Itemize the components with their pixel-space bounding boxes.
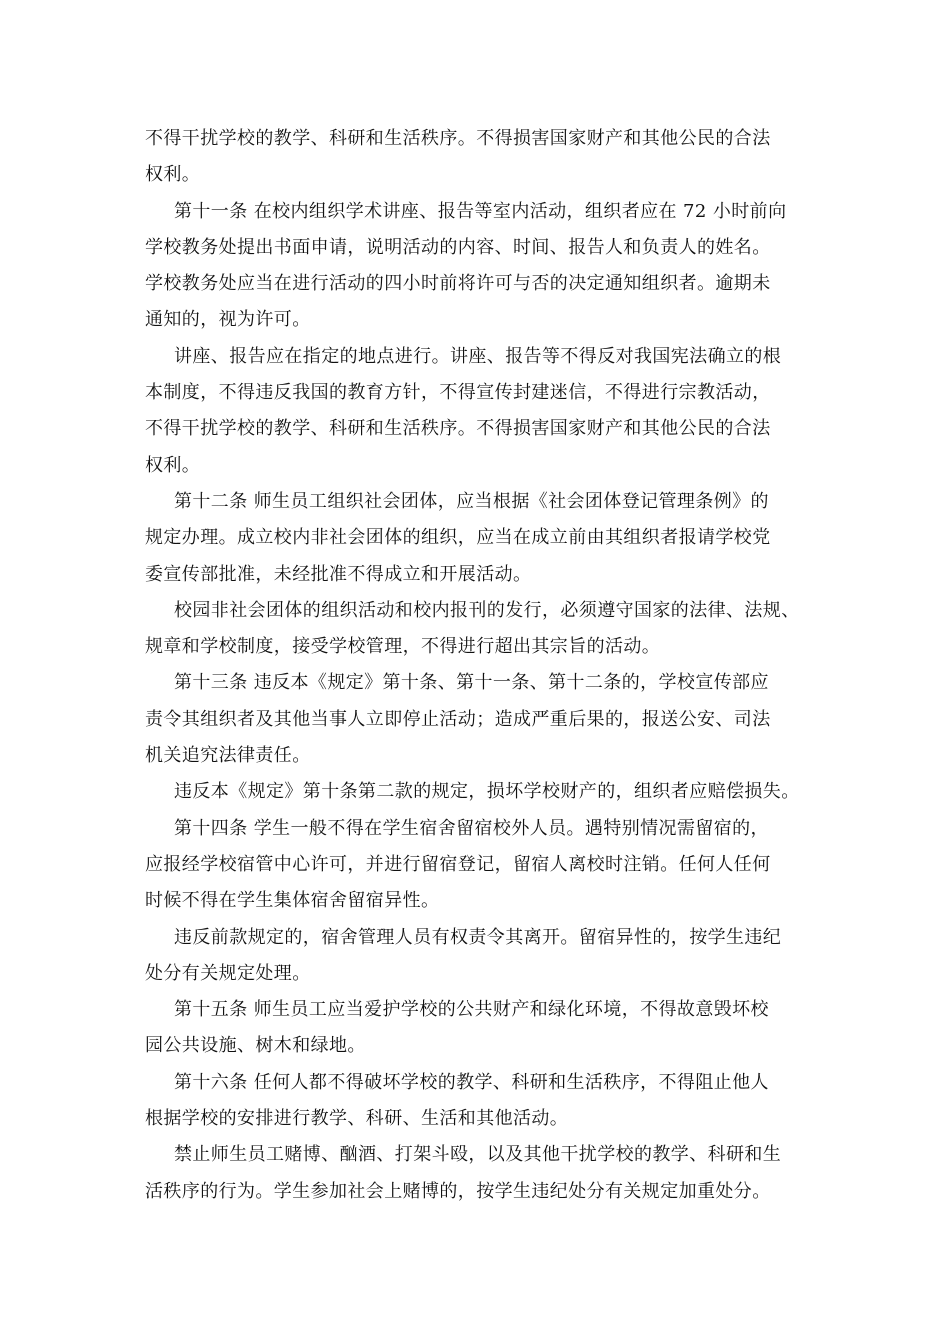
- paragraph-first-line: 第十三条 违反本《规定》第十条、第十一条、第十二条的，学校宣传部应: [174, 672, 769, 694]
- paragraph-first-line: 违反本《规定》第十条第二款的规定，损坏学校财产的，组织者应赔偿损失。: [174, 781, 800, 803]
- text-line: 根据学校的安排进行教学、科研、生活和其他活动。: [145, 1108, 569, 1130]
- text-line: 应报经学校宿管中心许可，并进行留宿登记，留宿人离校时注销。任何人任何: [145, 853, 771, 875]
- paragraph-first-line: 第十六条 任何人都不得破坏学校的教学、科研和生活秩序，不得阻止他人: [174, 1071, 769, 1093]
- text-line: 园公共设施、树木和绿地。: [145, 1035, 366, 1057]
- text-line: 活秩序的行为。学生参加社会上赌博的，按学生违纪处分有关规定加重处分。: [145, 1180, 771, 1202]
- text-line: 规章和学校制度，接受学校管理，不得进行超出其宗旨的活动。: [145, 636, 661, 658]
- text-line: 不得干扰学校的教学、科研和生活秩序。不得损害国家财产和其他公民的合法: [145, 418, 771, 440]
- text-line: 权利。: [145, 454, 201, 476]
- text-line: 规定办理。成立校内非社会团体的组织，应当在成立前由其组织者报请学校党: [145, 527, 771, 549]
- text-line: 通知的，视为许可。: [145, 309, 311, 331]
- text-line: 委宣传部批准，未经批准不得成立和开展活动。: [145, 563, 532, 585]
- paragraph-first-line: 第十一条 在校内组织学术讲座、报告等室内活动，组织者应在 72 小时前向: [174, 200, 787, 222]
- text-line: 处分有关规定处理。: [145, 962, 311, 984]
- paragraph-first-line: 校园非社会团体的组织活动和校内报刊的发行，必须遵守国家的法律、法规、: [174, 599, 800, 621]
- paragraph-first-line: 违反前款规定的，宿舍管理人员有权责令其离开。留宿异性的，按学生违纪: [174, 926, 782, 948]
- paragraph-first-line: 禁止师生员工赌博、酗酒、打架斗殴，以及其他干扰学校的教学、科研和生: [174, 1144, 782, 1166]
- text-line: 权利。: [145, 164, 201, 186]
- paragraph-first-line: 第十二条 师生员工组织社会团体，应当根据《社会团体登记管理条例》的: [174, 490, 769, 512]
- paragraph-first-line: 第十五条 师生员工应当爱护学校的公共财产和绿化环境，不得故意毁坏校: [174, 999, 769, 1021]
- document-body: [145, 121, 825, 1210]
- text-line: 学校教务处应当在进行活动的四小时前将许可与否的决定通知组织者。逾期未: [145, 273, 771, 295]
- text-line: 学校教务处提出书面申请，说明活动的内容、时间、报告人和负责人的姓名。: [145, 236, 771, 258]
- text-line: 机关追究法律责任。: [145, 745, 311, 767]
- text-line: 责令其组织者及其他当事人立即停止活动；造成严重后果的，报送公安、司法: [145, 708, 771, 730]
- text-line: 不得干扰学校的教学、科研和生活秩序。不得损害国家财产和其他公民的合法: [145, 128, 771, 149]
- paragraph-first-line: 第十四条 学生一般不得在学生宿舍留宿校外人员。遇特别情况需留宿的，: [174, 817, 769, 839]
- paragraph-first-line: 讲座、报告应在指定的地点进行。讲座、报告等不得反对我国宪法确立的根: [174, 345, 782, 367]
- text-line: 时候不得在学生集体宿舍留宿异性。: [145, 890, 440, 912]
- text-line: 本制度，不得违反我国的教育方针，不得宣传封建迷信，不得进行宗教活动，: [145, 382, 771, 404]
